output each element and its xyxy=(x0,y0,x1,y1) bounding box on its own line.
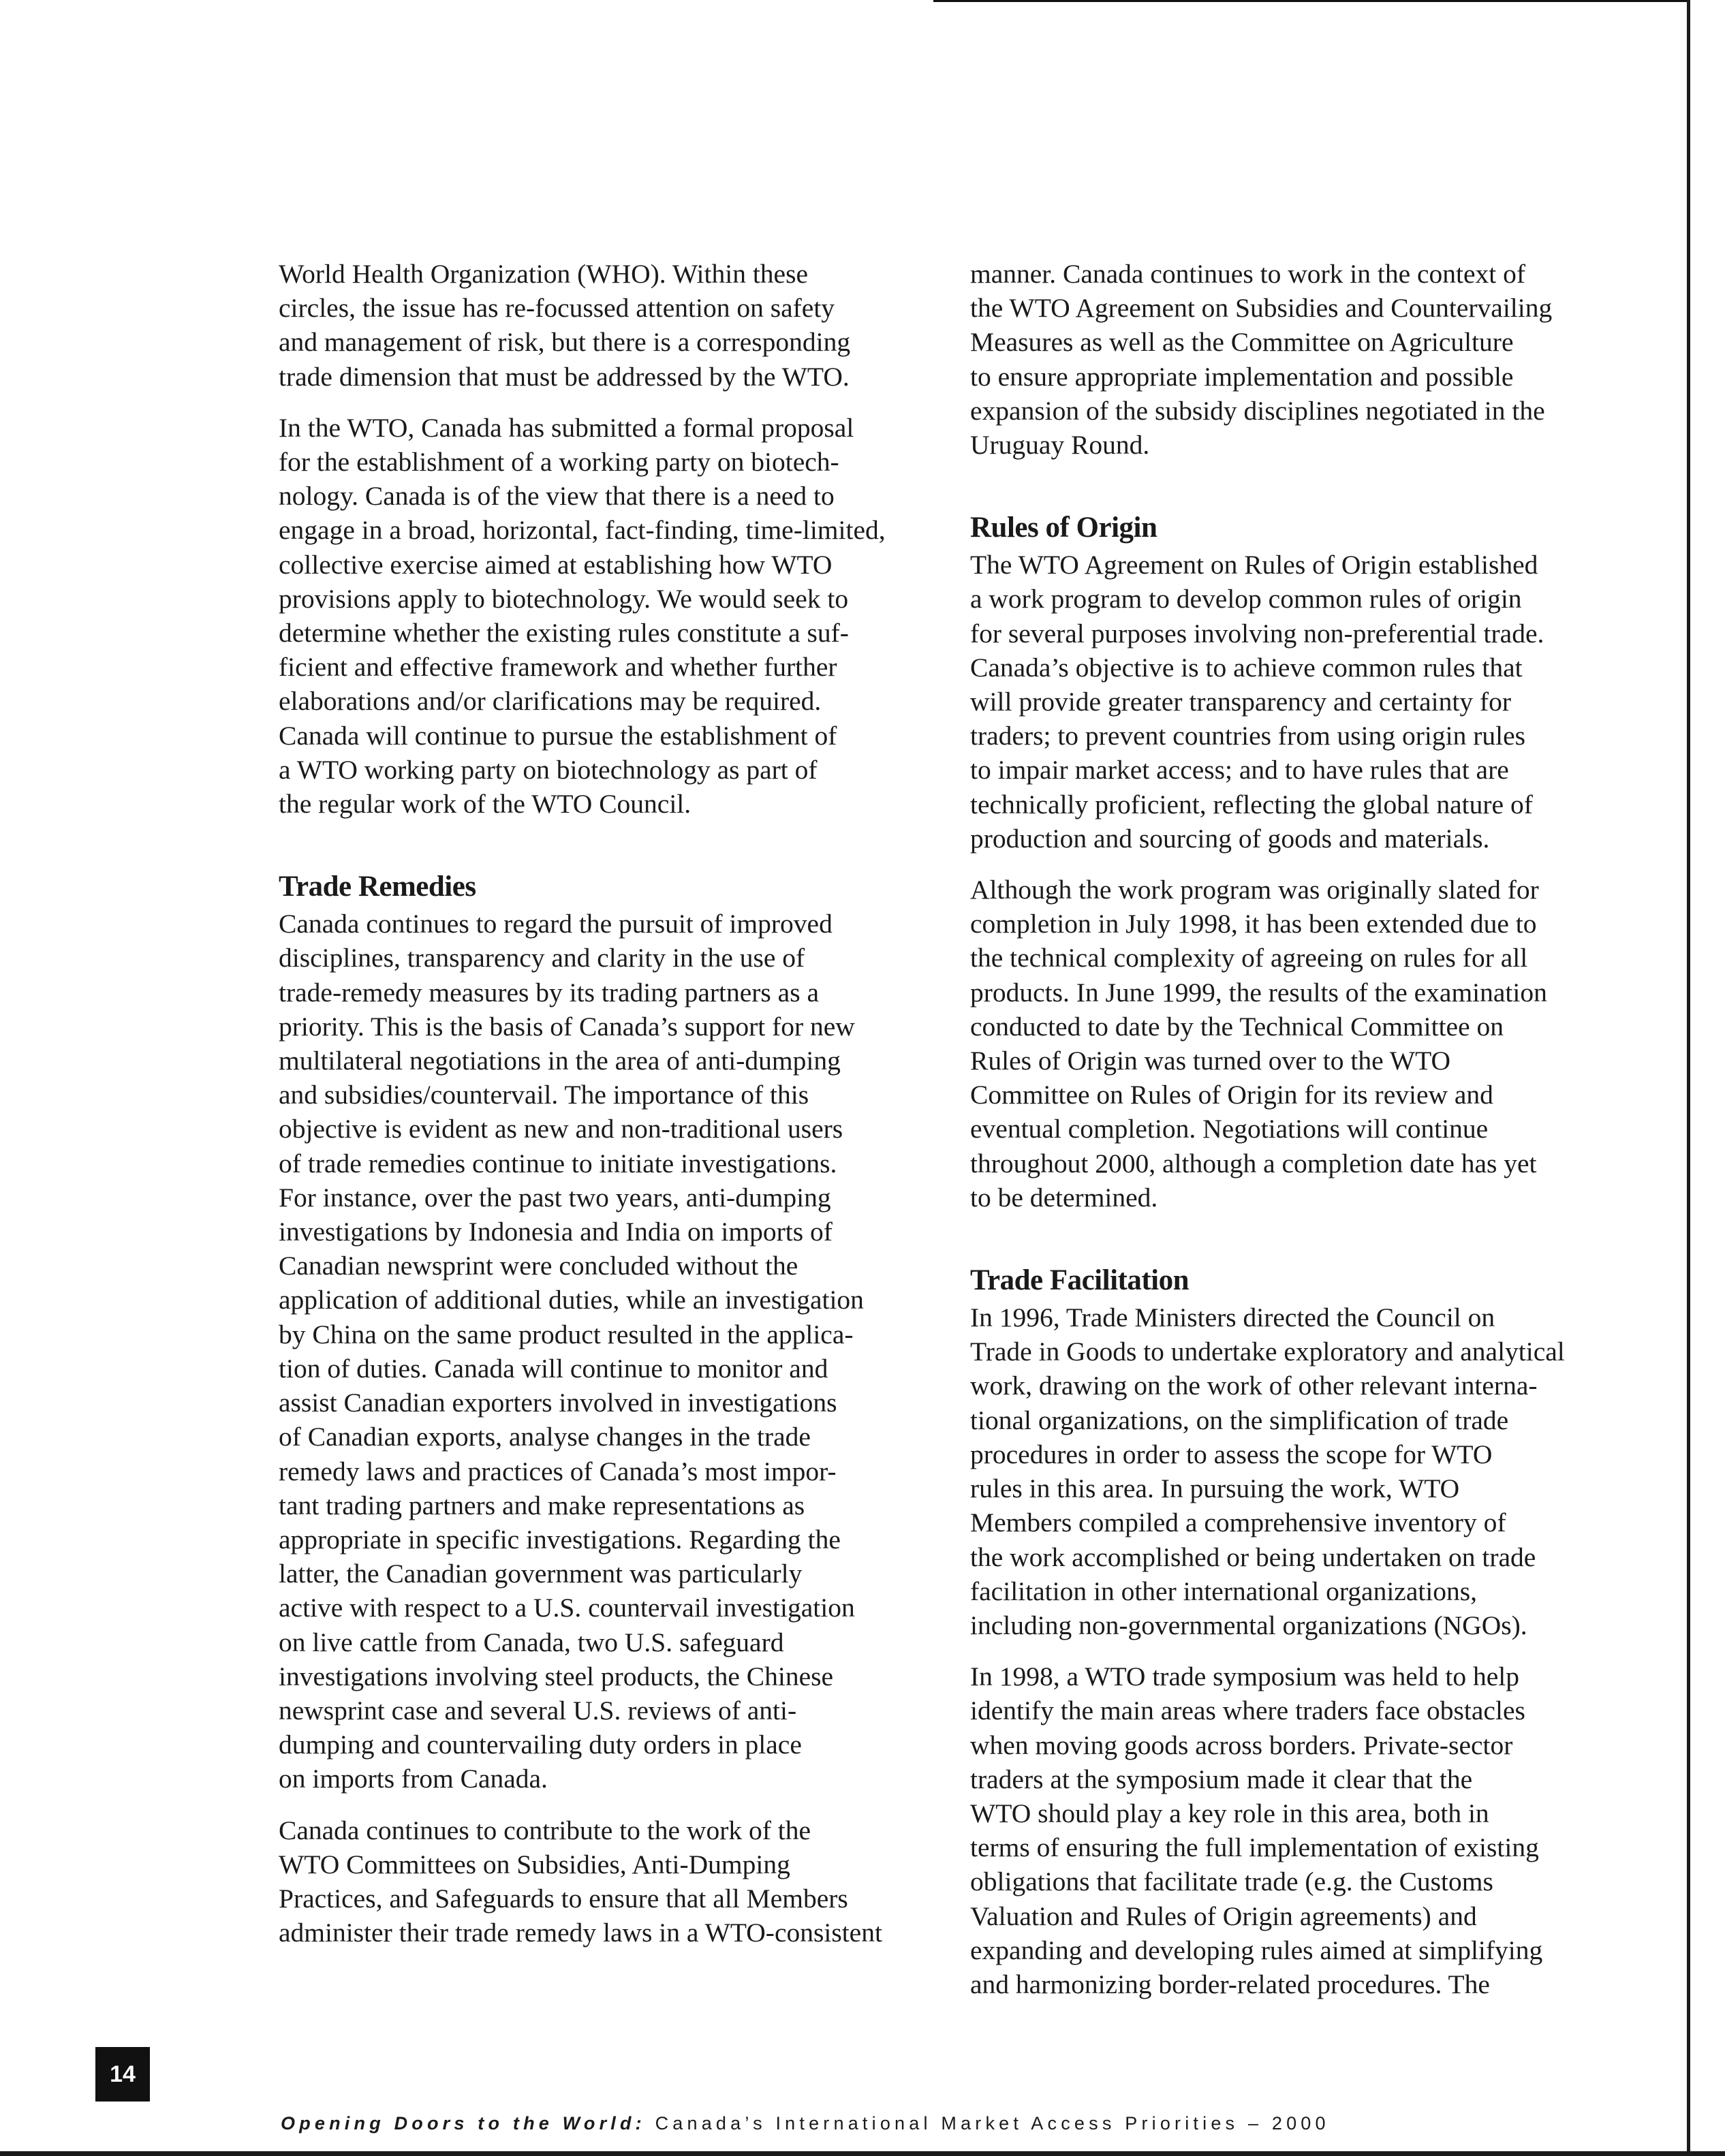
biotech-paragraph xyxy=(279,411,892,821)
text-line: For instance, over the past two years, anti-dumping xyxy=(279,1182,831,1213)
left-column xyxy=(279,257,892,1967)
text-line: newsprint case and several U.S. reviews of anti- xyxy=(279,1695,797,1725)
right-column xyxy=(970,257,1583,2018)
text-line: Valuation and Rules of Origin agreements) and xyxy=(970,1901,1477,1931)
text-line: Committee on Rules of Origin for its review and xyxy=(970,1080,1493,1110)
text-line: when moving goods across borders. Private-sector xyxy=(970,1730,1513,1760)
text-line: products. In June 1999, the results of the examination xyxy=(970,977,1547,1007)
text-line: Uruguay Round. xyxy=(970,430,1150,460)
text-line: will provide greater transparency and certainty for xyxy=(970,687,1512,717)
text-line: priority. This is the basis of Canada’s support for new xyxy=(279,1011,855,1042)
text-line: facilitation in other international organizations, xyxy=(970,1576,1478,1606)
text-line: nology. Canada is of the view that there is a need to xyxy=(279,481,835,512)
text-line: and subsidies/countervail. The importance of this xyxy=(279,1080,809,1110)
text-line: procedures in order to assess the scope for WTO xyxy=(970,1439,1493,1469)
running-footer xyxy=(281,2113,1330,2134)
text-line: In the WTO, Canada has submitted a formal proposal xyxy=(279,412,854,443)
text-line: investigations by Indonesia and India on imports of xyxy=(279,1217,833,1247)
rules-of-origin-paragraph-2 xyxy=(970,873,1583,1215)
text-line: the technical complexity of agreeing on rules for all xyxy=(970,943,1528,973)
text-line: production and sourcing of goods and materials. xyxy=(970,823,1490,854)
text-line: Although the work program was originally slated for xyxy=(970,875,1539,905)
text-line: Canadian newsprint were concluded without the xyxy=(279,1251,798,1281)
text-line: The WTO Agreement on Rules of Origin established xyxy=(970,550,1538,580)
text-line: WTO Committees on Subsidies, Anti-Dumping xyxy=(279,1849,790,1879)
top-rule xyxy=(933,0,1690,2)
text-line: obligations that facilitate trade (e.g. the Customs xyxy=(970,1866,1493,1897)
text-line: engage in a broad, horizontal, fact-finding, time-limited, xyxy=(279,515,886,546)
trade-remedies-paragraph-1 xyxy=(279,907,892,1796)
text-line: circles, the issue has re-focussed attention on safety xyxy=(279,293,835,324)
text-line: appropriate in specific investigations. Regarding the xyxy=(279,1524,841,1554)
text-line: Measures as well as the Committee on Agriculture xyxy=(970,327,1514,358)
text-line: and management of risk, but there is a corresponding xyxy=(279,327,851,358)
text-line: Canada continues to regard the pursuit of improved xyxy=(279,909,833,939)
text-line: assist Canadian exporters involved in investigations xyxy=(279,1388,837,1418)
text-line: WTO should play a key role in this area, both in xyxy=(970,1798,1489,1828)
scan-edge-bottom xyxy=(0,2151,1725,2156)
page-number: 14 xyxy=(95,2047,150,2102)
rules-of-origin-paragraph-1 xyxy=(970,548,1583,856)
text-line: traders at the symposium made it clear that the xyxy=(970,1764,1473,1794)
text-line: by China on the same product resulted in the applica- xyxy=(279,1319,854,1349)
text-line: a work program to develop common rules of origin xyxy=(970,584,1522,614)
text-line: expanding and developing rules aimed at simplifying xyxy=(970,1935,1543,1965)
text-line: of trade remedies continue to initiate investigations. xyxy=(279,1148,837,1178)
text-line: In 1998, a WTO trade symposium was held to help xyxy=(970,1661,1519,1692)
text-line: terms of ensuring the full implementation of existing xyxy=(970,1832,1539,1863)
text-line: manner. Canada continues to work in the context of xyxy=(970,259,1526,289)
text-line: including non-governmental organizations (NGOs). xyxy=(970,1610,1527,1640)
text-line: tion of duties. Canada will continue to monitor and xyxy=(279,1353,828,1384)
text-line: Canada continues to contribute to the work of the xyxy=(279,1815,811,1845)
text-line: Canada will continue to pursue the establishment of xyxy=(279,720,837,751)
trade-facilitation-paragraph-2 xyxy=(970,1659,1583,2001)
text-line: a WTO working party on biotechnology as part of xyxy=(279,754,818,785)
text-line: to be determined. xyxy=(970,1182,1158,1213)
text-line: traders; to prevent countries from using origin rules xyxy=(970,721,1526,751)
subsidies-continuation-paragraph xyxy=(970,257,1583,462)
trade-facilitation-paragraph-1 xyxy=(970,1300,1583,1642)
text-line: tant trading partners and make representations as xyxy=(279,1490,805,1520)
text-line: the work accomplished or being undertaken on trade xyxy=(970,1542,1536,1572)
text-line: disciplines, transparency and clarity in the use of xyxy=(279,943,805,973)
rules-of-origin-heading: Rules of Origin xyxy=(970,512,1157,544)
text-line: dumping and countervailing duty orders in place xyxy=(279,1730,802,1760)
text-line: on imports from Canada. xyxy=(279,1764,548,1794)
text-line: the regular work of the WTO Council. xyxy=(279,789,691,819)
text-line: work, drawing on the work of other relevant interna- xyxy=(970,1371,1538,1401)
text-line: remedy laws and practices of Canada’s most impor- xyxy=(279,1456,837,1486)
text-line: tional organizations, on the simplification of trade xyxy=(970,1405,1509,1435)
scan-edge-right xyxy=(1687,0,1690,2156)
text-line: determine whether the existing rules constitute a suf- xyxy=(279,618,849,649)
text-line: Practices, and Safeguards to ensure that all Members xyxy=(279,1883,848,1913)
text-line: conducted to date by the Technical Committee on xyxy=(970,1011,1504,1042)
text-line: trade-remedy measures by its trading partners as a xyxy=(279,977,819,1007)
publication-title: Opening Doors to the World: xyxy=(281,2113,646,2134)
text-line: In 1996, Trade Ministers directed the Council on xyxy=(970,1302,1495,1333)
text-line: of Canadian exports, analyse changes in the trade xyxy=(279,1422,811,1452)
text-line: throughout 2000, although a completion date has yet xyxy=(970,1148,1537,1178)
text-line: ficient and effective framework and whether further xyxy=(279,652,837,683)
trade-remedies-heading: Trade Remedies xyxy=(279,871,476,903)
trade-facilitation-heading: Trade Facilitation xyxy=(970,1264,1190,1297)
text-line: for several purposes involving non-preferential trade. xyxy=(970,618,1544,649)
text-line: expansion of the subsidy disciplines negotiated in the xyxy=(970,395,1545,426)
text-line: application of additional duties, while an investigation xyxy=(279,1285,864,1315)
text-line: to impair market access; and to have rules that are xyxy=(970,755,1509,785)
text-line: Canada’s objective is to achieve common rules that xyxy=(970,652,1523,683)
trade-remedies-paragraph-2 xyxy=(279,1813,892,1950)
text-line: latter, the Canadian government was particularly xyxy=(279,1559,803,1589)
intro-paragraph xyxy=(279,257,892,394)
text-line: Trade in Goods to undertake exploratory and analytical xyxy=(970,1337,1565,1367)
text-line: collective exercise aimed at establishing how WTO xyxy=(279,549,833,580)
text-line: active with respect to a U.S. countervail investigation xyxy=(279,1593,855,1623)
text-line: objective is evident as new and non-traditional users xyxy=(279,1114,843,1144)
text-line: investigations involving steel products, the Chinese xyxy=(279,1661,834,1691)
text-line: World Health Organization (WHO). Within these xyxy=(279,259,808,289)
text-line: and harmonizing border-related procedures. The xyxy=(970,1969,1490,1999)
text-line: the WTO Agreement on Subsidies and Countervailing xyxy=(970,293,1553,324)
text-line: Rules of Origin was turned over to the WTO xyxy=(970,1046,1451,1076)
text-line: provisions apply to biotechnology. We would seek to xyxy=(279,583,849,614)
text-line: for the establishment of a working party on biotech- xyxy=(279,447,839,478)
text-line: multilateral negotiations in the area of anti-dumping xyxy=(279,1046,841,1076)
text-line: elaborations and/or clarifications may be required. xyxy=(279,686,822,717)
text-line: rules in this area. In pursuing the work, WTO xyxy=(970,1473,1460,1504)
publication-subtitle: Canada’s International Market Access Priorities – 2000 xyxy=(655,2113,1330,2134)
text-line: completion in July 1998, it has been extended due to xyxy=(970,909,1537,939)
text-line: identify the main areas where traders face obstacles xyxy=(970,1696,1525,1726)
text-line: on live cattle from Canada, two U.S. safeguard xyxy=(279,1627,784,1657)
text-line: Members compiled a comprehensive inventory of xyxy=(970,1507,1506,1538)
text-line: eventual completion. Negotiations will continue xyxy=(970,1114,1489,1144)
text-line: to ensure appropriate implementation and possible xyxy=(970,361,1514,392)
text-line: technically proficient, reflecting the global nature of xyxy=(970,789,1533,819)
text-line: trade dimension that must be addressed by the WTO. xyxy=(279,361,850,392)
text-line: administer their trade remedy laws in a WTO-consistent xyxy=(279,1918,882,1948)
